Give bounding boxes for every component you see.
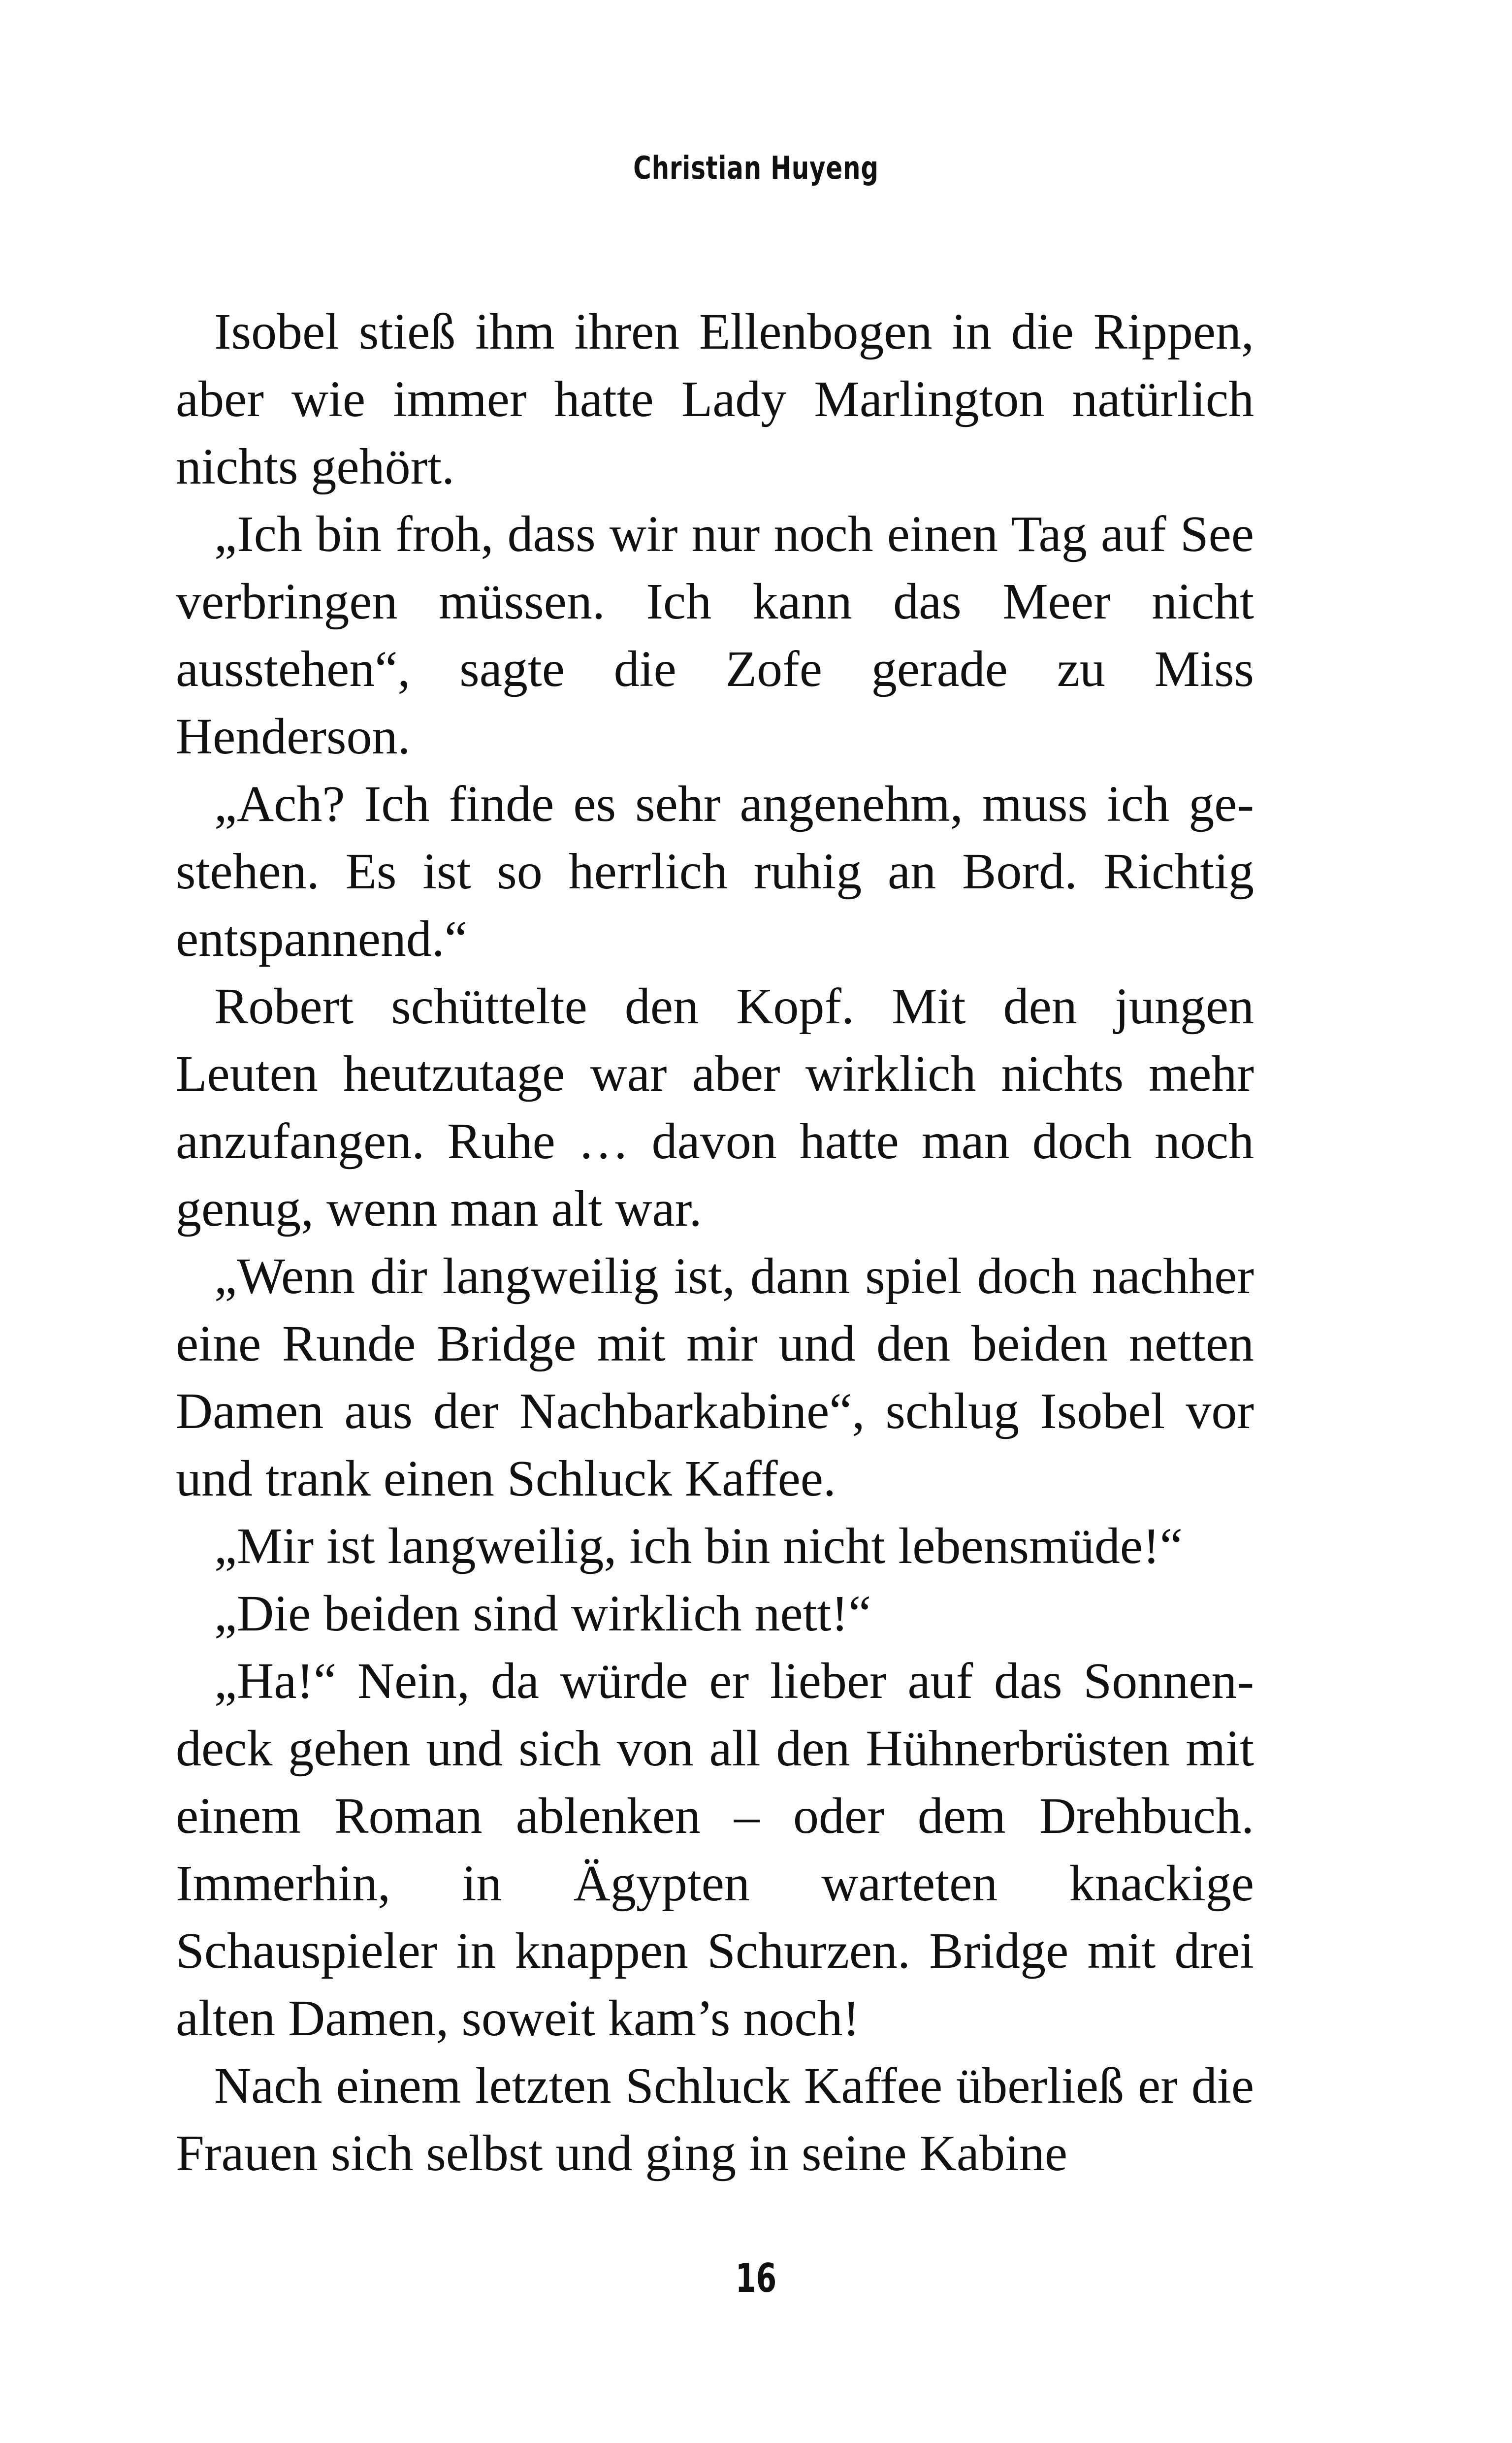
paragraph: „Ha!“ Nein, da würde er lieber auf das Sonnendeck gehen und sich von all den Hühnerbrüsten mit einem Roman ablenken – oder dem Drehbuch. Immerhin, in Ägypten warteten knackige Schauspieler in knappen Schurzen. Bridge mit drei alten Damen, soweit kam’s noch! — [176, 1653, 1254, 2047]
paragraph: Isobel stieß ihm ihren Ellenbogen in die Rippen, aber wie immer hatte Lady Marlington natürlich nichts gehört. — [176, 303, 1254, 495]
paragraph: „Mir ist langweilig, ich bin nicht lebensmüde!“ — [214, 1518, 1183, 1574]
paragraph: „Die beiden sind wirklich nett!“ — [214, 1585, 871, 1642]
paragraph: „Ach? Ich finde es sehr angenehm, muss ich gestehen. Es ist so herrlich ruhig an Bord. Richtig entspannend.“ — [176, 776, 1254, 967]
paragraph: Robert schüttelte den Kopf. Mit den jungen Leuten heutzutage war aber wirklich nichts mehr anzufangen. Ruhe … davon hatte man doch noch genug, wenn man alt war. — [176, 978, 1254, 1237]
paragraph: „Ich bin froh, dass wir nur noch einen Tag auf See verbringen müssen. Ich kann das Meer nicht ausstehen“, sagte die Zofe gerade zu Miss Henderson. — [176, 506, 1254, 765]
running-header-author: Christian Huyeng — [633, 150, 879, 187]
page-number: 16 — [735, 2255, 777, 2301]
paragraph: „Wenn dir langweilig ist, dann spiel doch nachher eine Runde Bridge mit mir und den beiden netten Damen aus der Nachbarkabine“, schlug Isobel vor und trank einen Schluck Kaffee. — [176, 1248, 1254, 1507]
paragraph: Nach einem letzten Schluck Kaffee überließ er die Frauen sich selbst und ging in seine Kabine — [176, 2057, 1254, 2182]
body-text — [176, 298, 1254, 2187]
